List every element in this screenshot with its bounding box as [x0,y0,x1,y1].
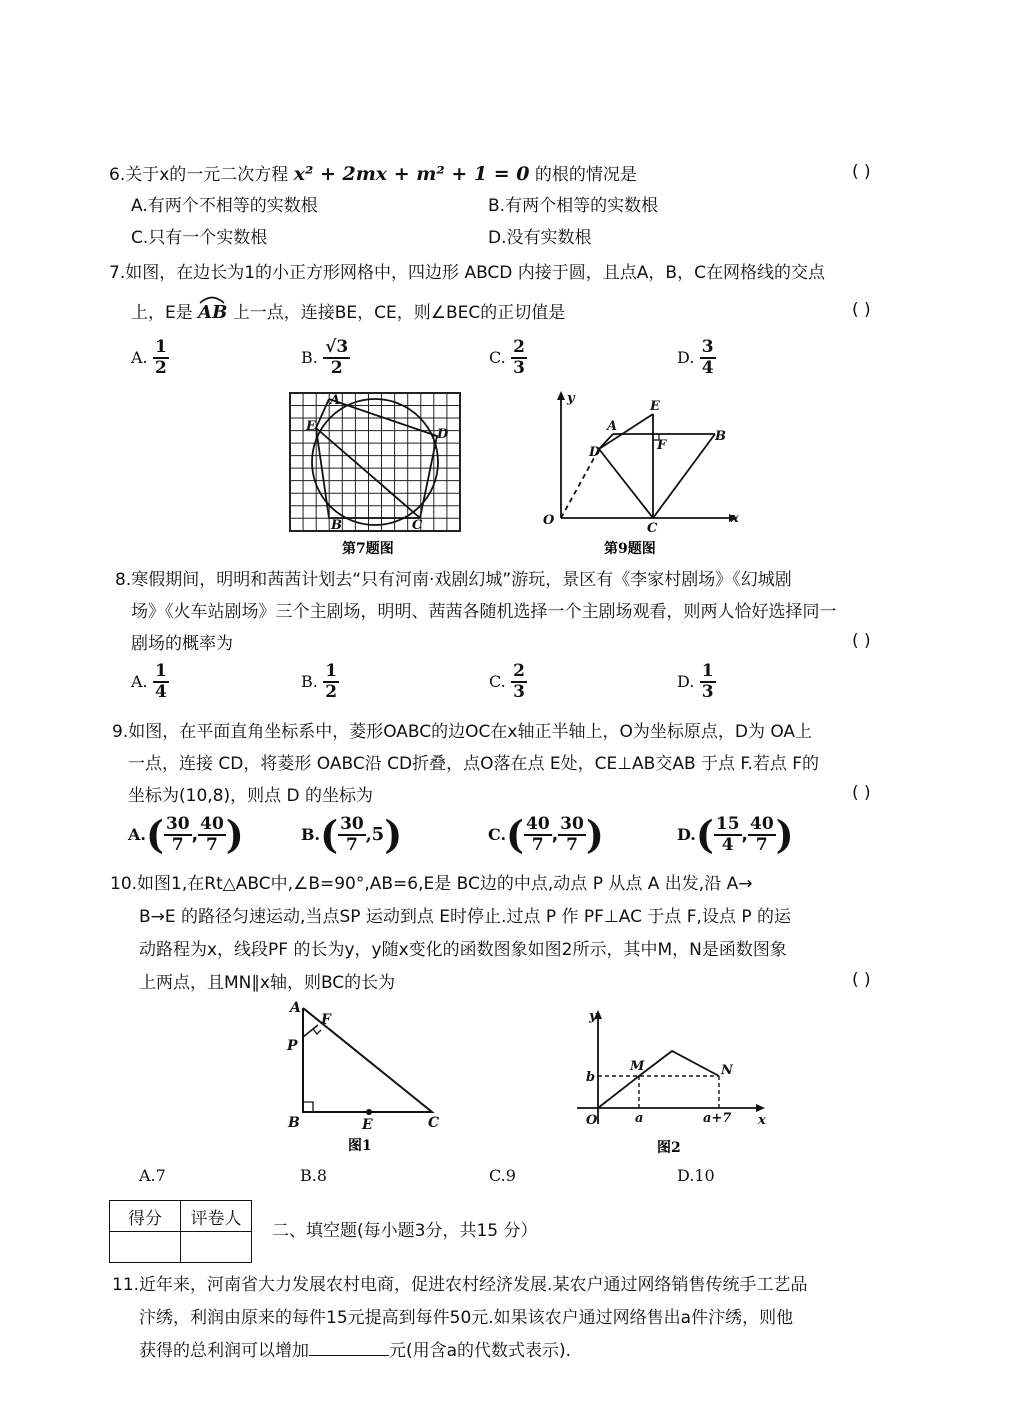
fraction-numerator: 40 [200,814,224,834]
fraction-denominator: 7 [531,835,544,855]
point-p-label: P [287,1038,298,1054]
point-o-label: O [586,1113,598,1128]
q8-option-b-fraction [323,662,339,702]
point-e-label: E [650,399,660,414]
q11-answer-blank[interactable] [309,1339,389,1356]
score-table [109,1200,252,1263]
fraction-numerator: 1 [155,337,167,357]
point-b-label: B [288,1115,300,1131]
q9-option-d-x [714,815,742,855]
q7-line1: 7.如图，在边长为1的小正方形网格中，四边形 ABCD 内接于圆，且点A，B，C在网格线的交点 [109,263,825,283]
point-b-label: B [331,518,342,533]
q7-option-c [489,338,527,378]
q10-line2: B→E 的路径匀速运动,当点SP 运动到点 E时停止.过点 P 作 PF⊥AC 于点 F,设点 P 的运 [139,907,792,927]
q7-option-b-label: B. [301,348,318,367]
q6-equation: x² + 2mx + m² + 1 = 0 [293,163,530,185]
figure-9-labels [543,391,739,536]
q7-option-a-label: A. [131,348,148,367]
q9-line2: 一点，连接 CD，将菱形 OABC沿 CD折叠，点O落在点 E处，CE⊥AB交AB 于点 F.若点 F的 [128,754,820,774]
grader-header: 评卷人 [181,1201,252,1232]
point-e-dot [366,1109,372,1115]
q8-option-d [677,662,716,702]
q10-answer-paren: ( ) [852,970,871,990]
q8-option-c-label: C. [489,672,506,691]
q9-option-b-label: B. [301,825,321,844]
fraction-denominator: 3 [701,682,714,702]
q8-option-c [489,662,527,702]
q9-option-c: C.( $\frac{40}{7}$ , $\frac{30}{7}$ ) [488,812,604,857]
q10-option-b: B.8 [300,1166,328,1185]
fraction-numerator: 2 [513,337,526,357]
q9-answer-paren: ( ) [852,783,871,803]
point-e-label: E [306,419,316,434]
fraction-numerator: 15 [715,814,740,834]
figure-7-caption: 第7题图 [342,541,394,557]
q10-line4: 上两点，且MN∥x轴，则BC的长为 [139,973,396,993]
section-2-title: 二、填空题(每小题3分，共15 分） [272,1221,538,1241]
axis-x-label: x [731,511,739,526]
figure-10-2 [575,1006,770,1161]
q9-option-d-label: D. [677,825,696,844]
value-b-label: b [586,1070,596,1085]
q7-line2-a: 上，E是 [131,303,193,323]
q9-option-c-x [524,815,552,855]
fraction-numerator: √3 [325,337,349,357]
fraction-numerator: 40 [526,814,550,834]
figure-10-2-caption: 图2 [657,1140,681,1156]
fraction-denominator: 7 [755,835,768,855]
grader-cell[interactable] [181,1232,252,1263]
q8-line1: 8.寒假期间，明明和茜茜计划去“只有河南·戏剧幻城”游玩，景区有《李家村剧场》《幻城剧 [115,570,792,590]
q9-line3: 坐标为(10,8)，则点 D 的坐标为 [128,786,374,806]
fraction-denominator: 4 [155,682,167,702]
fraction-numerator: 3 [701,337,714,357]
point-a-label: A [607,419,618,434]
score-header: 得分 [110,1201,181,1232]
score-cell[interactable] [110,1232,181,1263]
q9-option-b: B.( $\frac{30}{7}$ ,5) [301,812,403,857]
q11-line1: 11.近年来，河南省大力发展农村电商，促进农村经济发展.某农户通过网络销售传统手工艺品 [112,1275,808,1295]
point-c-label: C [428,1115,440,1131]
q10-option-d: D.10 [677,1166,715,1185]
fraction-numerator: 30 [340,814,364,834]
fraction-denominator: 2 [155,358,167,378]
q7-option-a-fraction [153,338,169,378]
figure-10-1-labels [286,1000,439,1133]
q10-option-a: A.7 [139,1166,166,1185]
q11-line3-b: 元(用含a的代数式表示). [389,1341,572,1361]
q7-option-c-fraction [511,338,527,378]
point-f-label: F [321,1012,331,1028]
axis-x-label: x [758,1113,766,1128]
point-f-label: F [657,438,667,453]
q9-option-a-label: A. [128,825,146,844]
figure-10-2-axes [577,1010,765,1124]
q8-answer-paren: ( ) [852,631,871,651]
q10-option-c: C.9 [489,1166,516,1185]
q9-line1: 9.如图，在平面直角坐标系中，菱形OABC的边OC在x轴正半轴上，O为坐标原点，D为 OA上 [112,722,813,742]
q7-option-d-fraction [700,338,716,378]
fraction-denominator: 7 [171,835,184,855]
figure-10-1 [282,996,447,1158]
figure-10-1-caption: 图1 [348,1138,372,1154]
q11-line2: 汴绣，利润由原来的每件15元提高到每件50元.如果该农户通过网络售出a件汴绣，则他 [139,1308,794,1328]
q9-option-d-y [748,815,776,855]
q7-line2-b: 上一点，连接BE，CE，则∠BEC的正切值是 [232,303,566,323]
figure-10-2-curve [598,1051,719,1108]
value-a7-label: a+7 [703,1111,732,1126]
figure-10-2-guides [598,1076,719,1108]
point-n-label: N [721,1063,733,1078]
axis-y-label: y [567,391,575,406]
axis-y-label: y [589,1009,597,1024]
figure-9 [533,388,743,560]
q8-line3: 剧场的概率为 [131,634,233,654]
q7-option-c-label: C. [489,348,506,367]
q7-answer-paren: ( ) [852,300,871,320]
q9-option-d: D.( $\frac{15}{4}$ , $\frac{40}{7}$ ) [677,812,794,857]
q6-option-b: B.有两个相等的实数根 [488,196,659,216]
point-b-label: B [715,429,726,444]
point-c-label: C [412,518,423,533]
figure-7 [285,388,467,560]
fraction-numerator: 30 [165,814,190,834]
q9-option-c-label: C. [488,825,507,844]
q6-option-c: C.只有一个实数根 [131,228,268,248]
value-a-label: a [635,1111,644,1126]
fraction-numerator: 1 [701,661,714,681]
q6-option-a: A.有两个不相等的实数根 [131,196,318,216]
figure-7-grid [290,393,460,531]
fraction-denominator: 7 [566,835,578,855]
figure-7-labels [305,393,449,533]
q8-option-a [131,662,169,702]
q7-line2 [131,298,565,323]
q8-line2: 场》《火车站剧场》三个主剧场，明明、茜茜各随机选择一个主剧场观看，则两人恰好选择同一 [131,602,837,622]
q7-option-d [677,338,716,378]
fraction-denominator: 2 [330,358,343,378]
point-a-label: A [290,1000,301,1016]
q9-option-c-y [558,815,586,855]
fraction-numerator: 1 [325,661,338,681]
fraction-numerator: 1 [155,661,167,681]
q9-option-b-y: 5 [371,824,385,845]
figure-9-shape [561,414,715,518]
q10-line3: 动路程为x，线段PF 的长为y，y随x变化的函数图象如图2所示，其中M，N是函数图象 [139,940,787,960]
q6-stem [109,160,637,185]
point-d-label: D [589,445,601,460]
q8-option-c-fraction [511,662,527,702]
q8-option-d-fraction [700,662,716,702]
fraction-denominator: 4 [721,835,734,855]
point-m-label: M [630,1059,645,1074]
fraction-denominator: 4 [701,358,714,378]
fraction-denominator: 3 [513,682,526,702]
q6-option-d: D.没有实数根 [488,228,592,248]
q9-option-a-y [198,815,226,855]
fraction-numerator: 30 [560,814,584,834]
q6-answer-paren: ( ) [852,162,871,182]
figure-10-2-labels [586,1009,766,1128]
figure-9-caption: 第9题图 [604,541,656,557]
point-a-label: A [330,393,341,408]
q7-arc-label: AB [198,302,228,323]
q7-option-d-label: D. [677,348,695,367]
fraction-numerator: 40 [750,814,774,834]
fraction-denominator: 3 [513,358,526,378]
q9-option-a: A.( $\frac{30}{7}$ , $\frac{40}{7}$ ) [128,812,244,857]
q9-option-b-x [338,815,366,855]
q9-option-a-x [164,815,192,855]
q7-option-b [301,338,350,378]
point-o-label: O [543,513,555,528]
q7-option-a [131,338,169,378]
q7-arc-ab [198,302,227,323]
fraction-denominator: 7 [206,835,218,855]
arc-icon [198,294,226,304]
point-e-label: E [362,1117,373,1133]
q8-option-d-label: D. [677,672,695,691]
q8-option-b-label: B. [301,672,318,691]
q6-suffix: 的根的情况是 [534,165,637,185]
q8-option-a-label: A. [131,672,148,691]
fraction-denominator: 7 [345,835,358,855]
point-d-label: D [437,427,449,442]
q11-line3 [139,1336,571,1361]
fraction-numerator: 2 [513,661,526,681]
q11-line3-a: 获得的总利润可以增加 [139,1341,309,1361]
q8-option-a-fraction [153,662,169,702]
fraction-denominator: 2 [325,682,338,702]
q8-option-b [301,662,339,702]
q6-prefix: 6.关于x的一元二次方程 [109,165,289,185]
point-c-label: C [647,521,658,536]
q7-option-b-fraction [323,338,350,378]
q10-line1: 10.如图1,在Rt△ABC中,∠B=90°,AB=6,E是 BC边的中点,动点 P 从点 A 出发,沿 A→ [110,874,753,894]
figure-9-axes [557,391,738,522]
